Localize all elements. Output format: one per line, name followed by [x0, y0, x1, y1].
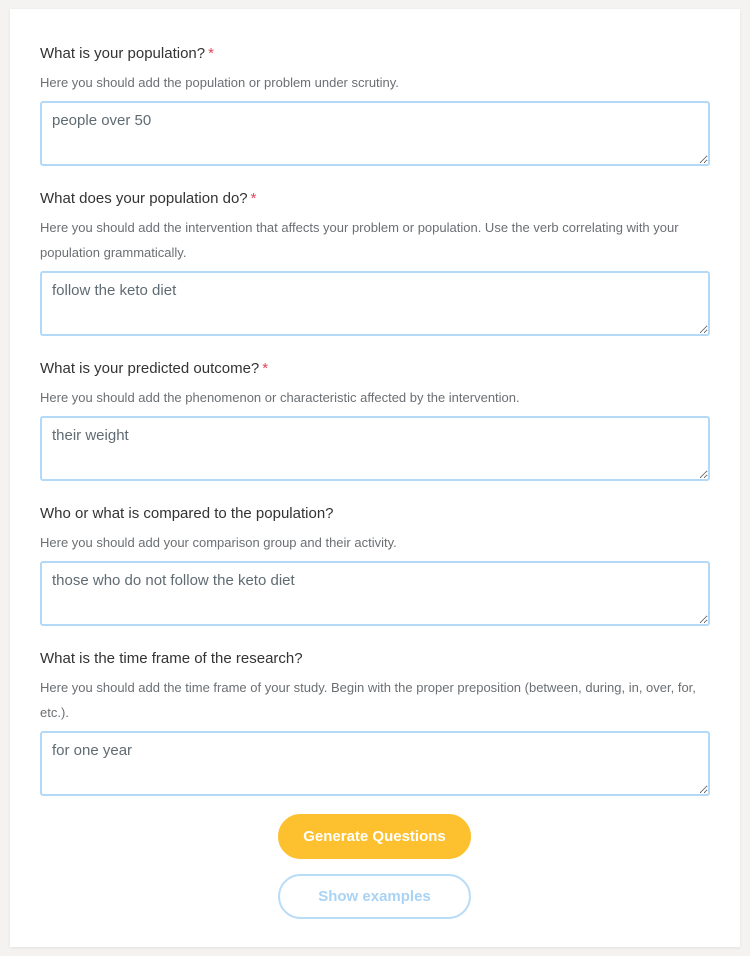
show-examples-button[interactable]: Show examples: [278, 874, 471, 919]
field-help-text: Here you should add the time frame of your study. Begin with the proper preposition (between, during, in, over, for, etc.).: [40, 680, 696, 720]
time-frame-input[interactable]: [40, 731, 710, 796]
field-label: What is your population? *: [40, 45, 214, 62]
form-card: [10, 9, 740, 947]
required-marker: *: [262, 360, 269, 377]
field-help-text: Here you should add the population or problem under scrutiny.: [40, 75, 399, 90]
required-marker: *: [208, 45, 214, 62]
field-help-text: Here you should add your comparison group and their activity.: [40, 535, 397, 550]
intervention-field: [40, 189, 710, 336]
population-field: [40, 44, 710, 166]
field-help-text: Here you should add the phenomenon or characteristic affected by the intervention.: [40, 390, 520, 405]
comparison-field: [40, 504, 710, 626]
field-label: Who or what is compared to the population?: [40, 505, 334, 522]
outcome-field: [40, 359, 710, 481]
population-input[interactable]: [40, 101, 710, 166]
field-help-text: Here you should add the intervention that affects your problem or population. Use the verb correlating with your population grammatically.: [40, 220, 679, 260]
field-label: What is the time frame of the research?: [40, 650, 303, 667]
time-frame-field: [40, 649, 710, 796]
outcome-input[interactable]: [40, 416, 710, 481]
comparison-input[interactable]: [40, 561, 710, 626]
required-marker: *: [250, 190, 257, 207]
field-label: What is your predicted outcome? *: [40, 360, 269, 377]
field-label: What does your population do? *: [40, 190, 257, 207]
intervention-input[interactable]: [40, 271, 710, 336]
generate-questions-button[interactable]: Generate Questions: [278, 814, 471, 859]
